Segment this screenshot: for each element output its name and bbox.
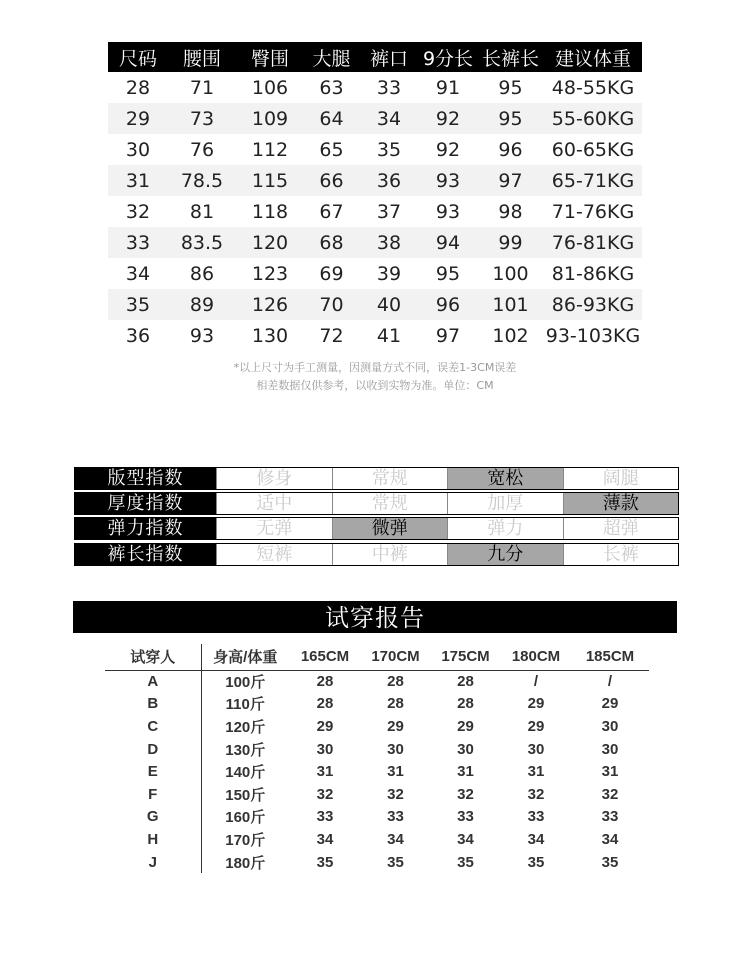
trial-report-title: 试穿报告 bbox=[73, 601, 677, 633]
trial-cell: 31 bbox=[457, 763, 474, 781]
size-row bbox=[108, 72, 642, 103]
size-cell: 29 bbox=[108, 103, 168, 134]
trial-cell: 30 bbox=[601, 740, 619, 758]
trial-cell: 150斤 bbox=[225, 786, 266, 804]
size-row bbox=[108, 289, 642, 320]
trial-header-cell: 170CM bbox=[361, 644, 430, 670]
trial-cell: 33 bbox=[316, 808, 334, 826]
size-cell: 92 bbox=[435, 138, 461, 161]
size-cell: 37 bbox=[376, 200, 402, 223]
size-cell: 48-55KG bbox=[551, 76, 635, 99]
size-cell: 95 bbox=[477, 103, 544, 134]
size-cell: 97 bbox=[477, 165, 544, 196]
size-cell: 95 bbox=[435, 262, 461, 285]
size-cell: 93-103KG bbox=[545, 324, 641, 347]
trial-header-cell: 身高/体重 bbox=[201, 644, 289, 670]
size-cell: 39 bbox=[376, 262, 402, 285]
size-cell: 99 bbox=[477, 227, 544, 258]
trial-cell: C bbox=[105, 715, 201, 738]
size-cell: 36 bbox=[359, 165, 419, 196]
size-cell: 120 bbox=[236, 227, 304, 258]
trial-cell: 28 bbox=[457, 695, 474, 713]
trial-cell: 160斤 bbox=[225, 809, 266, 827]
trial-row bbox=[105, 806, 649, 829]
trial-cell: 32 bbox=[387, 785, 404, 803]
trial-cell: 120斤 bbox=[225, 718, 266, 736]
index-option: 弹力 bbox=[447, 518, 563, 539]
trial-cell: 28 bbox=[316, 695, 334, 713]
trial-row bbox=[105, 738, 649, 761]
size-cell: 83.5 bbox=[168, 227, 236, 258]
trial-table-header bbox=[105, 644, 649, 670]
size-header-cell: 9分长 bbox=[419, 42, 477, 72]
trial-cell: G bbox=[105, 806, 201, 829]
trial-cell: 34 bbox=[527, 830, 545, 848]
size-cell: 118 bbox=[251, 200, 289, 223]
size-cell: 31 bbox=[108, 165, 168, 196]
measurement-note-line2: 相差数据仅供参考，以收到实物为准。单位：CM bbox=[256, 379, 494, 392]
size-row bbox=[108, 165, 642, 196]
size-cell: 81 bbox=[189, 200, 215, 223]
size-cell: 55-60KG bbox=[544, 103, 642, 134]
trial-cell: 33 bbox=[387, 808, 404, 826]
trial-cell: 28 bbox=[457, 673, 474, 691]
size-cell: 71-76KG bbox=[551, 200, 635, 223]
trial-header-cell: 185CM bbox=[571, 644, 649, 670]
size-cell: 38 bbox=[359, 227, 419, 258]
index-option: 常规 bbox=[332, 468, 448, 489]
trial-cell: 28 bbox=[387, 695, 404, 713]
index-row bbox=[74, 492, 679, 515]
size-cell: 72 bbox=[319, 324, 344, 347]
size-cell: 97 bbox=[435, 324, 461, 347]
index-option: 短裤 bbox=[216, 544, 332, 565]
size-row bbox=[108, 320, 642, 351]
size-cell: 32 bbox=[125, 200, 151, 223]
size-cell: 130 bbox=[251, 324, 289, 347]
size-cell: 94 bbox=[419, 227, 477, 258]
size-header-cell: 大腿 bbox=[304, 42, 359, 72]
size-cell: 115 bbox=[236, 165, 304, 196]
index-option-selected: 薄款 bbox=[563, 493, 679, 514]
size-cell: 109 bbox=[236, 103, 304, 134]
trial-cell: 35 bbox=[387, 853, 404, 871]
size-cell: 36 bbox=[125, 324, 151, 347]
size-header-cell: 裤口 bbox=[359, 42, 419, 72]
size-cell: 100 bbox=[492, 262, 529, 285]
trial-report-table bbox=[105, 644, 649, 873]
trial-cell: 34 bbox=[457, 830, 474, 848]
trial-cell: 35 bbox=[316, 853, 334, 871]
size-header-cell: 尺码 bbox=[108, 42, 168, 72]
trial-cell: E bbox=[105, 760, 201, 783]
index-row bbox=[74, 543, 679, 566]
size-cell: 67 bbox=[319, 200, 344, 223]
size-cell: 60-65KG bbox=[551, 138, 635, 161]
size-cell: 35 bbox=[376, 138, 402, 161]
trial-cell: B bbox=[105, 693, 201, 716]
trial-cell: 30 bbox=[457, 740, 474, 758]
size-cell: 76-81KG bbox=[544, 227, 642, 258]
trial-cell: 34 bbox=[601, 830, 619, 848]
trial-row bbox=[105, 693, 649, 716]
index-row bbox=[74, 517, 679, 540]
trial-cell: 30 bbox=[387, 740, 404, 758]
trial-cell: H bbox=[105, 828, 201, 851]
size-cell: 102 bbox=[492, 324, 529, 347]
size-cell: 96 bbox=[498, 138, 523, 161]
index-option: 适中 bbox=[216, 493, 332, 514]
index-row bbox=[74, 467, 679, 490]
measurement-note-line1: *以上尺寸为手工测量，因测量方式不同，误差1-3CM误差 bbox=[233, 361, 517, 374]
trial-cell: 29 bbox=[601, 695, 619, 713]
index-option: 中裤 bbox=[332, 544, 448, 565]
size-cell: 66 bbox=[304, 165, 359, 196]
trial-cell: / bbox=[607, 673, 613, 691]
size-cell: 86-93KG bbox=[544, 289, 642, 320]
size-header-cell: 长裤长 bbox=[477, 42, 544, 72]
trial-cell: 29 bbox=[316, 717, 334, 735]
size-cell: 34 bbox=[359, 103, 419, 134]
trial-row bbox=[105, 670, 649, 693]
size-cell: 30 bbox=[125, 138, 151, 161]
trial-header-cell: 试穿人 bbox=[105, 644, 201, 670]
size-cell: 73 bbox=[168, 103, 236, 134]
index-label: 厚度指数 bbox=[75, 493, 216, 514]
size-cell: 68 bbox=[304, 227, 359, 258]
trial-cell: 29 bbox=[527, 695, 545, 713]
size-row bbox=[108, 258, 642, 289]
trial-row bbox=[105, 851, 649, 874]
size-cell: 71 bbox=[189, 76, 215, 99]
trial-cell: J bbox=[105, 851, 201, 874]
size-cell: 65-71KG bbox=[544, 165, 642, 196]
trial-cell: 29 bbox=[527, 717, 545, 735]
trial-cell: 32 bbox=[601, 785, 619, 803]
trial-header-cell: 175CM bbox=[430, 644, 501, 670]
size-header-cell: 腰围 bbox=[168, 42, 236, 72]
size-cell: 35 bbox=[108, 289, 168, 320]
index-option: 加厚 bbox=[447, 493, 563, 514]
size-row bbox=[108, 227, 642, 258]
size-cell: 96 bbox=[419, 289, 477, 320]
trial-cell: 100斤 bbox=[225, 674, 266, 692]
size-header-cell: 臀围 bbox=[236, 42, 304, 72]
trial-row bbox=[105, 715, 649, 738]
trial-cell: 35 bbox=[457, 853, 474, 871]
trial-cell: 33 bbox=[601, 808, 619, 826]
trial-cell: 28 bbox=[387, 673, 404, 691]
size-header-cell: 建议体重 bbox=[544, 42, 642, 72]
trial-cell: 31 bbox=[527, 763, 545, 781]
size-cell: 76 bbox=[189, 138, 215, 161]
index-option: 无弹 bbox=[216, 518, 332, 539]
trial-cell: D bbox=[105, 738, 201, 761]
size-cell: 81-86KG bbox=[551, 262, 635, 285]
index-label: 版型指数 bbox=[75, 468, 216, 489]
trial-cell: 30 bbox=[316, 740, 334, 758]
trial-cell: A bbox=[105, 670, 201, 693]
index-option: 长裤 bbox=[563, 544, 679, 565]
index-option: 阔腿 bbox=[563, 468, 679, 489]
index-label: 裤长指数 bbox=[75, 544, 216, 565]
trial-cell: 29 bbox=[387, 717, 404, 735]
size-cell: 101 bbox=[477, 289, 544, 320]
trial-cell: 180斤 bbox=[225, 854, 266, 872]
size-cell: 70 bbox=[304, 289, 359, 320]
size-cell: 98 bbox=[498, 200, 523, 223]
size-cell: 93 bbox=[419, 165, 477, 196]
size-cell: 95 bbox=[498, 76, 523, 99]
size-cell: 91 bbox=[435, 76, 461, 99]
size-cell: 40 bbox=[359, 289, 419, 320]
trial-cell: 34 bbox=[316, 830, 334, 848]
index-option: 超弹 bbox=[563, 518, 679, 539]
trial-cell: 32 bbox=[457, 785, 474, 803]
size-cell: 65 bbox=[319, 138, 344, 161]
size-cell: 33 bbox=[108, 227, 168, 258]
trial-row bbox=[105, 760, 649, 783]
index-option: 常规 bbox=[332, 493, 448, 514]
size-cell: 86 bbox=[189, 262, 215, 285]
trial-cell: 35 bbox=[601, 853, 619, 871]
trial-cell: 32 bbox=[316, 785, 334, 803]
size-row bbox=[108, 134, 642, 165]
trial-cell: 33 bbox=[527, 808, 545, 826]
trial-cell: 32 bbox=[527, 785, 545, 803]
size-cell: 112 bbox=[251, 138, 289, 161]
index-label: 弹力指数 bbox=[75, 518, 216, 539]
size-cell: 106 bbox=[251, 76, 289, 99]
trial-cell: 110斤 bbox=[225, 696, 265, 714]
trial-cell: 130斤 bbox=[225, 741, 266, 759]
trial-cell: 170斤 bbox=[225, 831, 266, 849]
size-cell: 69 bbox=[319, 262, 344, 285]
trial-cell: 33 bbox=[457, 808, 474, 826]
size-table bbox=[108, 42, 642, 351]
trial-cell: 31 bbox=[316, 763, 334, 781]
trial-header-cell: 180CM bbox=[501, 644, 571, 670]
size-cell: 34 bbox=[125, 262, 151, 285]
trial-cell: 30 bbox=[527, 740, 545, 758]
size-cell: 28 bbox=[125, 76, 151, 99]
index-option-selected: 九分 bbox=[447, 544, 563, 565]
trial-cell: 29 bbox=[457, 717, 474, 735]
size-cell: 93 bbox=[435, 200, 461, 223]
size-cell: 63 bbox=[319, 76, 344, 99]
size-cell: 93 bbox=[189, 324, 215, 347]
trial-cell: / bbox=[533, 673, 539, 691]
size-row bbox=[108, 103, 642, 134]
trial-row bbox=[105, 783, 649, 806]
size-cell: 41 bbox=[376, 324, 402, 347]
size-cell: 123 bbox=[251, 262, 289, 285]
size-cell: 126 bbox=[236, 289, 304, 320]
trial-cell: 31 bbox=[601, 763, 619, 781]
size-row bbox=[108, 196, 642, 227]
trial-cell: F bbox=[105, 783, 201, 806]
trial-cell: 30 bbox=[601, 717, 619, 735]
index-option: 修身 bbox=[216, 468, 332, 489]
trial-row bbox=[105, 828, 649, 851]
size-cell: 92 bbox=[419, 103, 477, 134]
size-cell: 78.5 bbox=[168, 165, 236, 196]
trial-cell: 140斤 bbox=[225, 764, 266, 782]
index-option-selected: 宽松 bbox=[447, 468, 563, 489]
index-option-selected: 微弹 bbox=[332, 518, 448, 539]
trial-header-cell: 165CM bbox=[289, 644, 361, 670]
size-table-header bbox=[108, 42, 642, 72]
trial-cell: 28 bbox=[316, 673, 334, 691]
trial-cell: 34 bbox=[387, 830, 404, 848]
size-cell: 33 bbox=[376, 76, 402, 99]
trial-cell: 31 bbox=[387, 763, 404, 781]
trial-cell: 35 bbox=[527, 853, 545, 871]
size-cell: 89 bbox=[168, 289, 236, 320]
size-cell: 64 bbox=[304, 103, 359, 134]
